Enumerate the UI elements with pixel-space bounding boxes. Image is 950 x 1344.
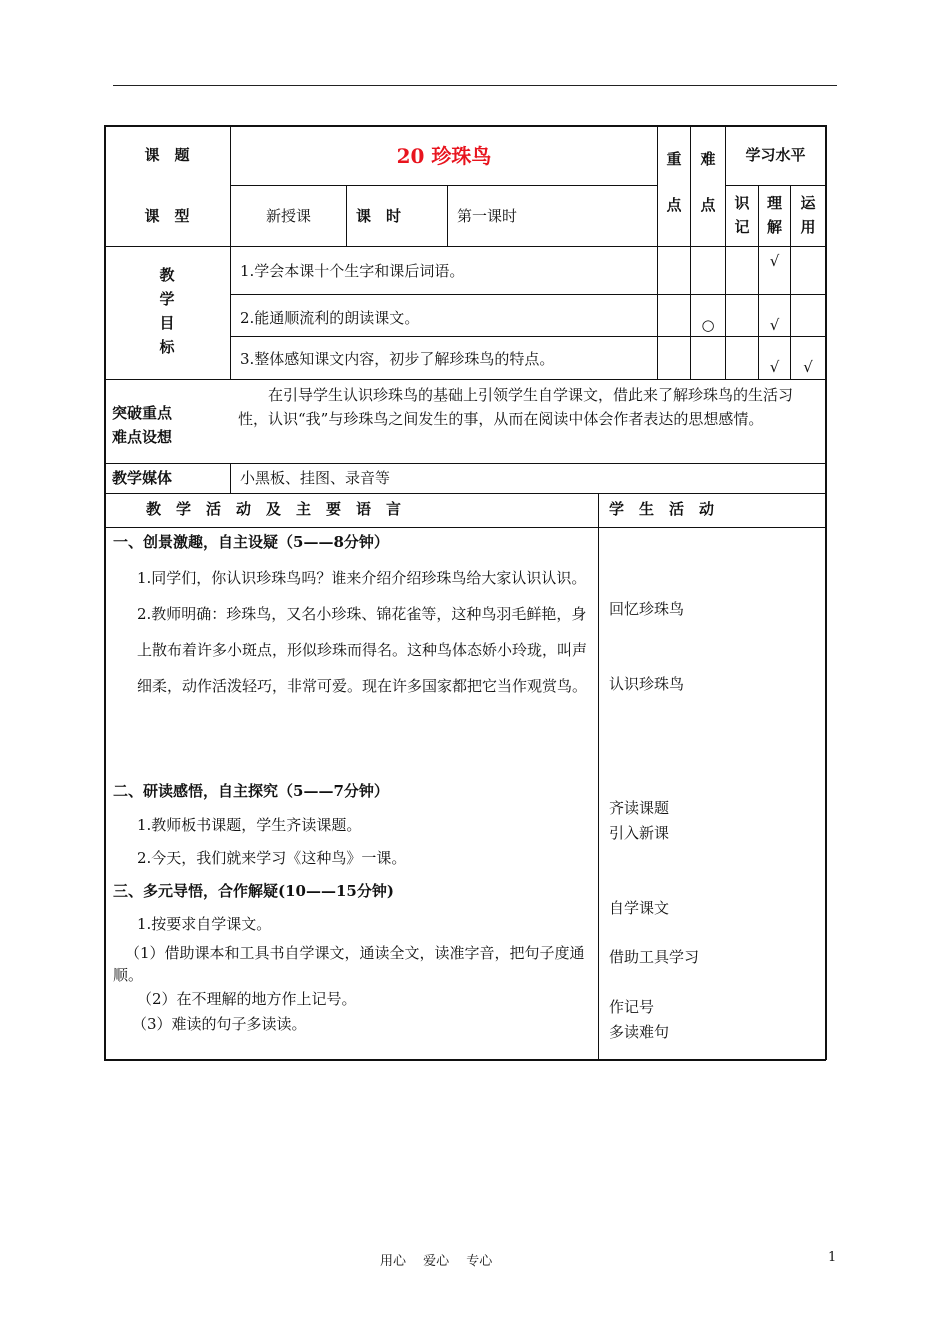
paragraph: 1.同学们，你认识珍珠鸟吗？谁来介绍介绍珍珠鸟给大家认识认识。 <box>137 569 587 587</box>
paragraph: 2.教师明确：珍珠鸟，又名小珍珠、锦花雀等，这种鸟羽毛鲜艳，身上散布着许多小斑点，形似珍珠而得名。这种鸟体态娇小玲珑，叫声细柔，动作活泼轻巧，非常可爱。现在许多国家都把它当作观赏鸟。 <box>137 605 588 695</box>
student-activity: 自学课文 <box>609 899 670 917</box>
check-mark: √ <box>769 316 780 334</box>
section-title: 二、研读感悟，自主探究（5——7分钟） <box>113 782 389 800</box>
label-topic: 课 题 <box>144 146 190 164</box>
col-memorize: 识 记 <box>734 194 750 236</box>
circle-mark: ○ <box>701 316 715 334</box>
paragraph: （2）在不理解的地方作上记号。 <box>137 990 357 1008</box>
footer-motto: 用心 爱心 专心 <box>380 1254 493 1269</box>
label-period: 课 时 <box>356 207 402 225</box>
goal-item: 2.能通顺流利的朗读课文。 <box>240 309 420 327</box>
media-value: 小黑板、挂图、录音等 <box>240 469 391 487</box>
student-activity: 回忆珍珠鸟 <box>609 600 685 618</box>
label-media: 教学媒体 <box>112 469 173 487</box>
period-value: 第一课时 <box>457 207 518 225</box>
col-understand: 理 解 <box>766 194 782 236</box>
col-learning-level: 学习水平 <box>745 146 806 164</box>
label-goals: 教 学 目 标 <box>159 266 175 356</box>
col-student-activity: 学 生 活 动 <box>609 500 715 518</box>
label-breakthrough: 突破重点 难点设想 <box>112 404 173 446</box>
section-title: 三、多元导悟，合作解疑(10——15分钟) <box>113 882 394 900</box>
paragraph: 2.今天，我们就来学习《这种鸟》一课。 <box>137 849 407 867</box>
breakthrough-text: 在引导学生认识珍珠鸟的基础上引领学生自学课文，借此来了解珍珠鸟的生活习性，认识“我”与珍珠鸟之间发生的事，从而在阅读中体会作者表达的思想感情。 <box>238 386 794 428</box>
col-difficult-point: 难 点 <box>700 150 716 214</box>
section-title: 一、创景激趣，自主设疑（5——8分钟） <box>113 533 389 551</box>
goal-item: 3.整体感知课文内容，初步了解珍珠鸟的特点。 <box>240 350 555 368</box>
paragraph: （3）难读的句子多读读。 <box>132 1015 307 1033</box>
header-rule <box>113 85 837 86</box>
col-teaching-activity: 教 学 活 动 及 主 要 语 言 <box>146 500 402 518</box>
paragraph: 1.按要求自学课文。 <box>137 915 272 933</box>
student-activity: 认识珍珠鸟 <box>609 675 685 693</box>
student-activity: 齐读课题 <box>609 799 670 817</box>
label-type: 课 型 <box>144 207 190 225</box>
check-mark: √ <box>803 358 813 376</box>
paragraph: 1.教师板书课题，学生齐读课题。 <box>137 816 362 834</box>
col-key-point: 重 点 <box>666 150 682 214</box>
goal-item: 1.学会本课十个生字和课后词语。 <box>240 262 465 280</box>
check-mark: √ <box>769 358 780 376</box>
student-activity: 多读难句 <box>609 1023 670 1041</box>
student-activity: 作记号 <box>609 998 655 1016</box>
col-apply: 运 用 <box>800 194 816 236</box>
type-value: 新授课 <box>265 207 311 225</box>
student-activity: 借助工具学习 <box>609 948 700 966</box>
lesson-paragraph <box>137 560 589 704</box>
check-mark: √ <box>769 252 780 270</box>
lesson-title: 20 珍珠鸟 <box>396 144 492 168</box>
student-activity: 引入新课 <box>609 824 670 842</box>
page-number: 1 <box>828 1250 837 1265</box>
paragraph: （1）借助课本和工具书自学课文，通读全文，读准字音，把句子度通顺。 <box>113 944 585 984</box>
